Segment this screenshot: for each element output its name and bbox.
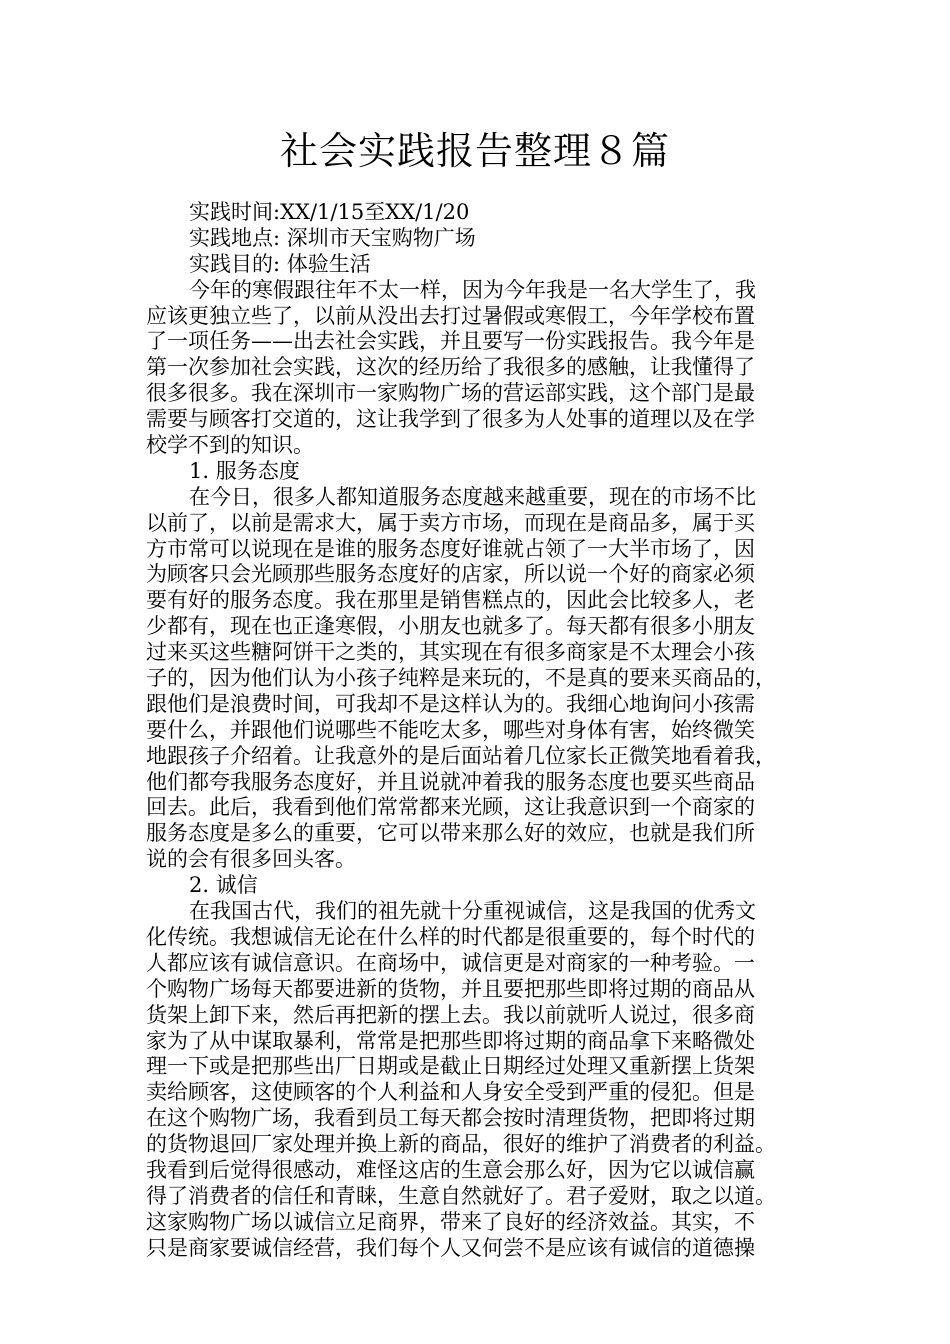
text-line: 只是商家要诚信经营，我们每个人又何尝不是应该有诚信的道德操 <box>146 1235 755 1260</box>
text-line: 过来买这些糖阿饼干之类的，其实现在有很多商家是不太理会小孩 <box>146 640 755 665</box>
text-line: 服务态度是多么的重要，它可以带来那么好的效应，也就是我们所 <box>146 821 755 846</box>
text-line: 实践目的: 体验生活 <box>189 251 371 276</box>
text-line: 少都有，现在也正逢寒假，小朋友也就多了。每天都有很多小朋友 <box>146 614 755 639</box>
text-line: 得了消费者的信任和青睐，生意自然就好了。君子爱财，取之以道。 <box>146 1183 776 1208</box>
document-title: 社会实践报告整理８篇 <box>279 129 670 173</box>
text-line: 卖给顾客，这使顾客的个人利益和人身安全受到严重的侵犯。但是 <box>146 1080 755 1105</box>
text-line: 我看到后觉得很感动，难怪这店的生意会那么好，因为它以诚信赢 <box>146 1157 755 1182</box>
text-line: 要有好的服务态度。我在那里是销售糕点的，因此会比较多人，老 <box>146 588 755 613</box>
text-line: 地跟孩子介绍着。让我意外的是后面站着几位家长正微笑地看着我， <box>146 743 776 768</box>
text-line: 应该更独立些了，以前从没出去打过暑假或寒假工，今年学校布置 <box>146 303 755 328</box>
text-line: 化传统。我想诚信无论在什么样的时代都是很重要的，每个时代的 <box>146 924 755 949</box>
text-line: 以前了，以前是需求大，属于卖方市场，而现在是商品多，属于买 <box>146 510 755 535</box>
text-line: 需要与顾客打交道的，这让我学到了很多为人处事的道理以及在学 <box>146 407 755 432</box>
text-line: 家为了从中谋取暴利，常常是把那些即将过期的商品拿下来略微处 <box>146 1028 755 1053</box>
text-line: 第一次参加社会实践，这次的经历给了我很多的感触，让我懂得了 <box>146 355 755 380</box>
text-line: 说的会有很多回头客。 <box>146 847 356 872</box>
text-line: 在今日，很多人都知道服务态度越来越重要，现在的市场不比 <box>189 484 756 509</box>
text-line: 要什么，并跟他们说哪些不能吃太多，哪些对身体有害，始终微笑 <box>146 717 755 742</box>
text-line: 个购物广场每天都要进新的货物，并且要把那些即将过期的商品从 <box>146 976 755 1001</box>
text-line: 很多很多。我在深圳市一家购物广场的营运部实践，这个部门是最 <box>146 381 755 406</box>
text-line: 实践地点: 深圳市天宝购物广场 <box>189 225 476 250</box>
text-line: 在这个购物广场，我看到员工每天都会按时清理货物，把即将过期 <box>146 1106 755 1131</box>
text-line: 在我国古代，我们的祖先就十分重视诚信，这是我国的优秀文 <box>189 899 756 924</box>
text-line: 方市常可以说现在是谁的服务态度好谁就占领了一大半市场了，因 <box>146 536 755 561</box>
text-line: 校学不到的知识。 <box>146 433 314 458</box>
text-line: 子的，因为他们认为小孩子纯粹是来玩的，不是真的要来买商品的， <box>146 666 776 691</box>
text-line: 跟他们是浪费时间，可我却不是这样认为的。我细心地询问小孩需 <box>146 691 755 716</box>
text-line: 他们都夸我服务态度好，并且说就冲着我的服务态度也要买些商品 <box>146 769 755 794</box>
text-line: 货架上卸下来，然后再把新的摆上去。我以前就听人说过，很多商 <box>146 1002 755 1027</box>
text-line: 实践时间:XX/1/15至XX/1/20 <box>189 200 470 224</box>
text-line: 了一项任务——出去社会实践，并且要写一份实践报告。我今年是 <box>146 329 755 354</box>
text-line: 人都应该有诚信意识。在商场中，诚信更是对商家的一种考验。一 <box>146 950 755 975</box>
text-line: 这家购物广场以诚信立足商界，带来了良好的经济效益。其实，不 <box>146 1209 755 1234</box>
document-body <box>146 200 814 1262</box>
text-line: 理一下或是把那些出厂日期或是截止日期经过处理又重新摆上货架 <box>146 1054 755 1079</box>
text-line: 的货物退回厂家处理并换上新的商品，很好的维护了消费者的利益。 <box>146 1132 776 1157</box>
text-line: 今年的寒假跟往年不太一样，因为今年我是一名大学生了，我 <box>189 277 756 302</box>
text-line: 2. 诚信 <box>189 873 258 898</box>
text-line: 回去。此后，我看到他们常常都来光顾，这让我意识到一个商家的 <box>146 795 755 820</box>
text-line: 为顾客只会光顾那些服务态度好的店家，所以说一个好的商家必须 <box>146 562 755 587</box>
text-line: 1. 服务态度 <box>189 458 300 483</box>
